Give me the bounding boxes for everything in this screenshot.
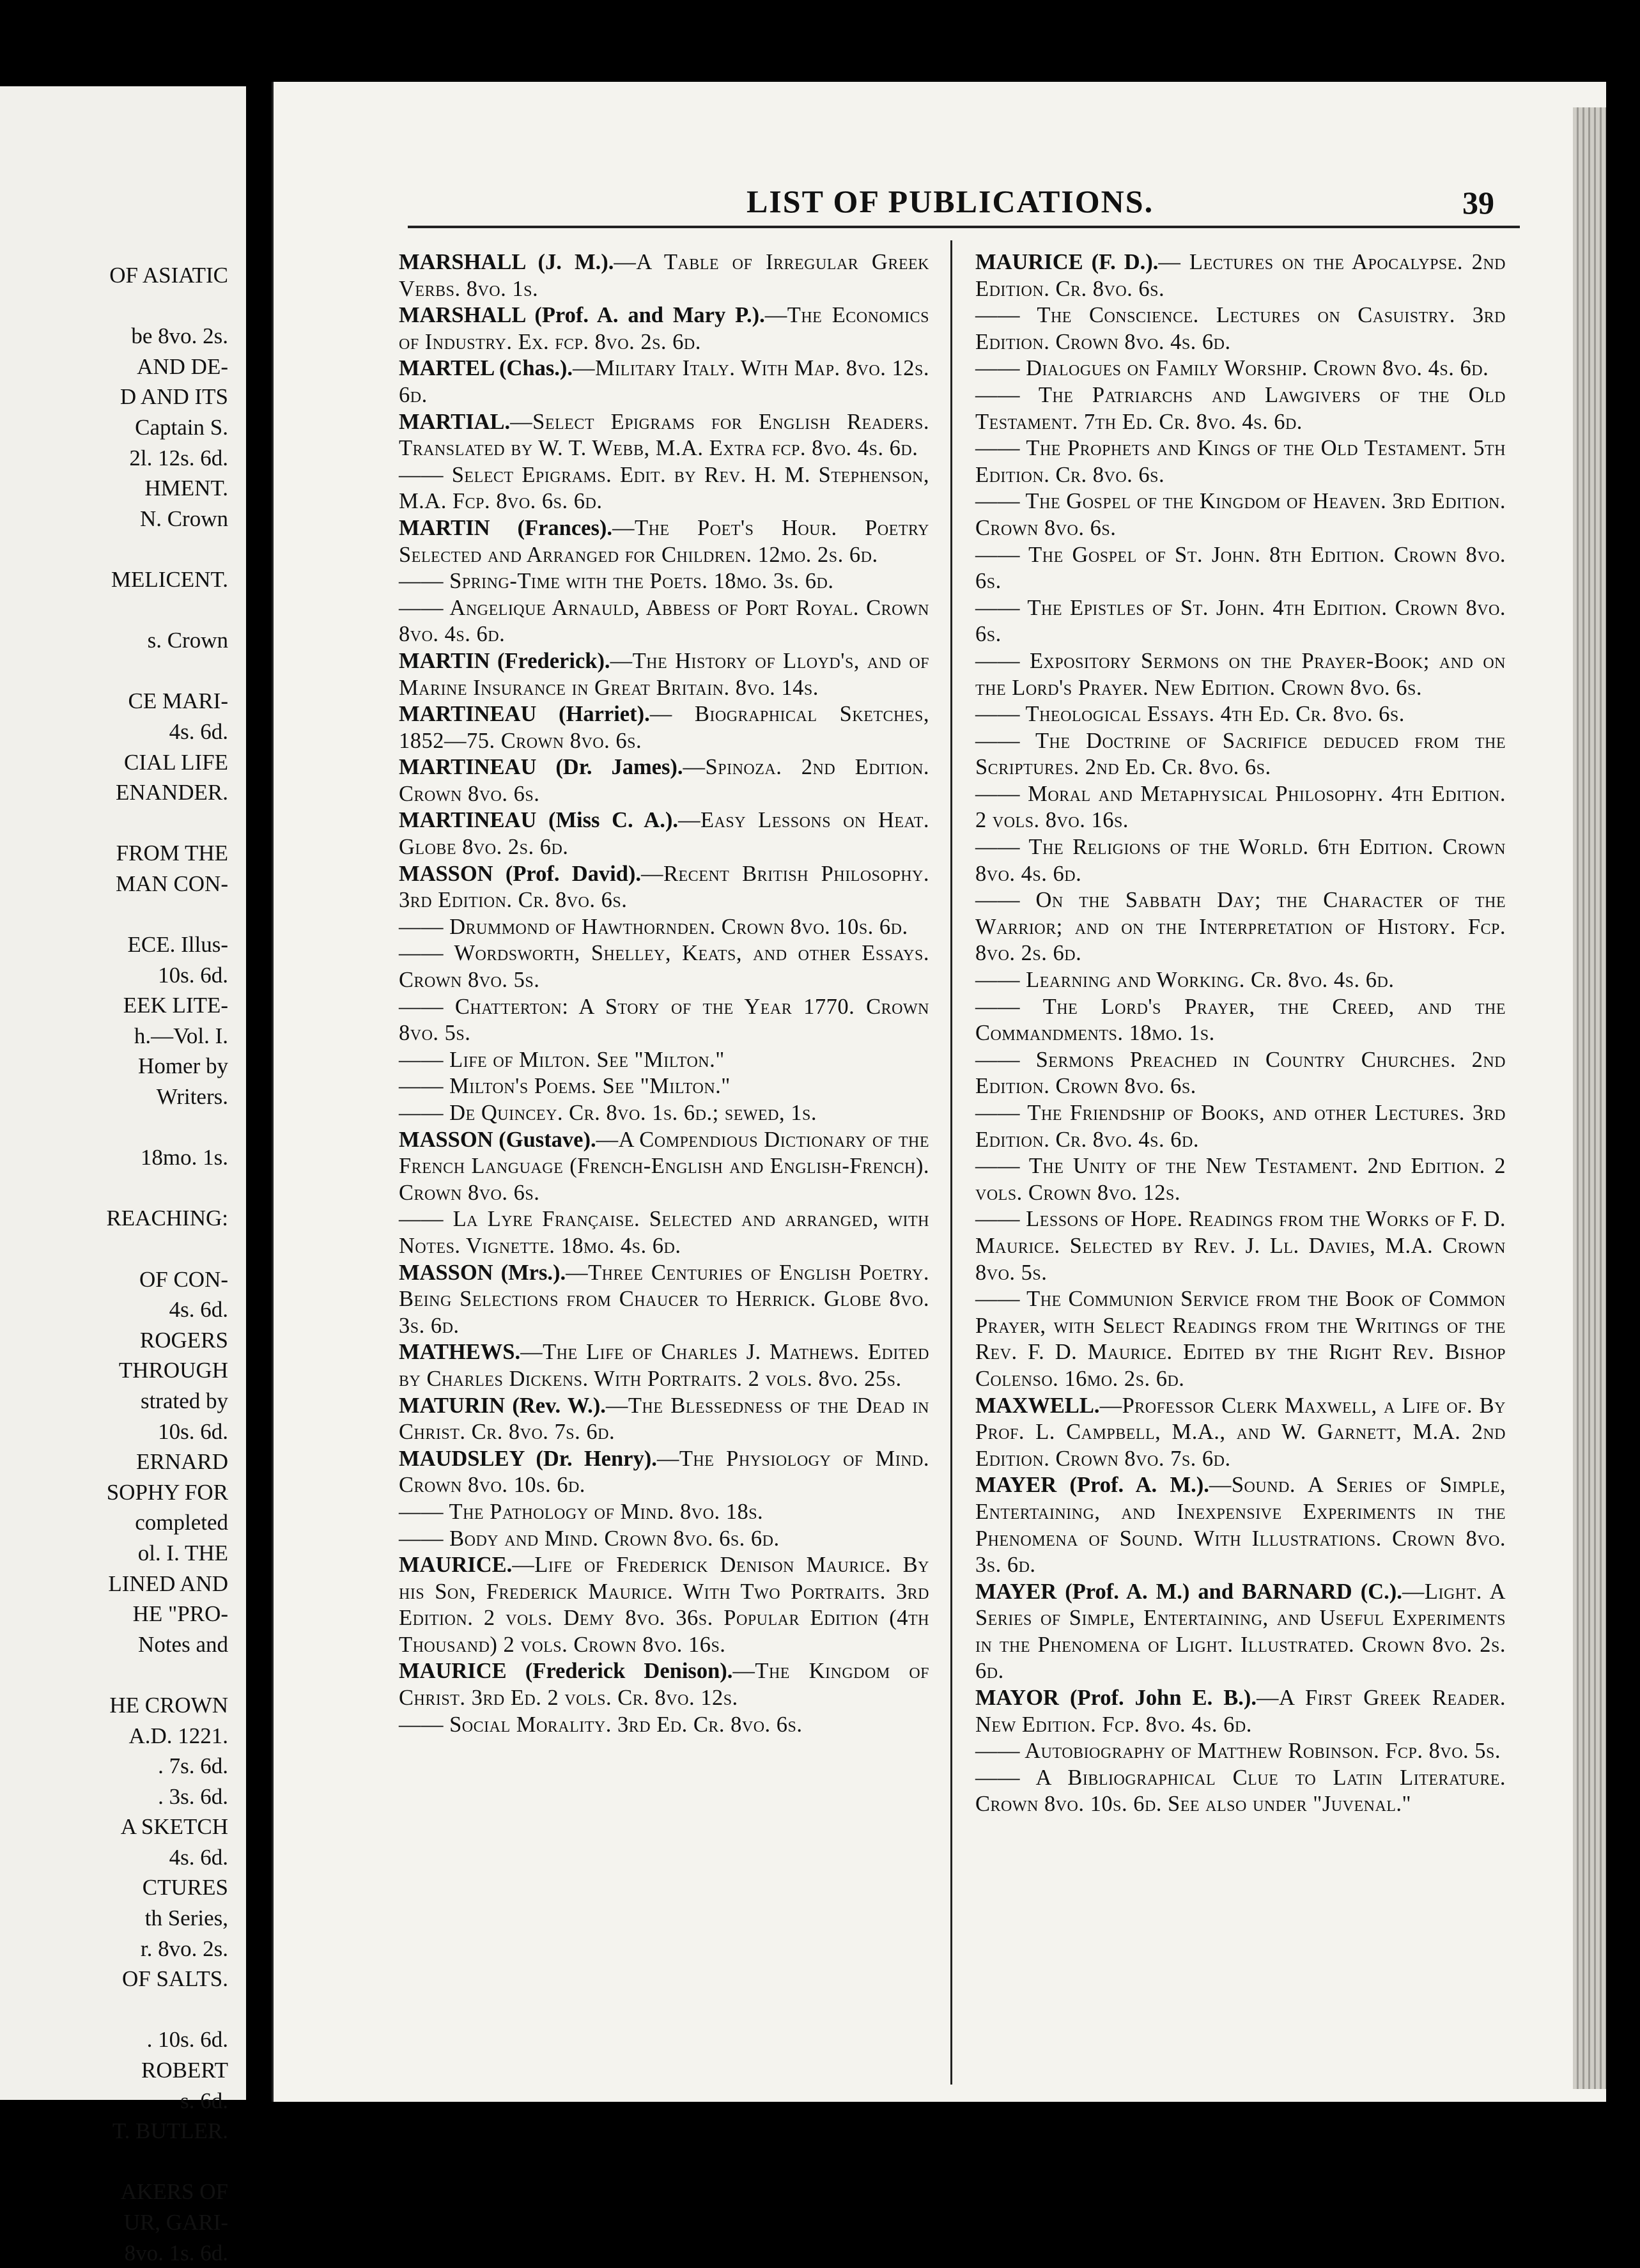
fragment-line	[106, 656, 228, 687]
catalogue-entry	[399, 1260, 929, 1340]
entry-author: MARSHALL (Prof. A. and Mary P.).	[399, 303, 765, 328]
fragment-line: MELICENT.	[111, 566, 228, 592]
catalogue-entry	[399, 302, 929, 355]
fragment-line: A.D. 1221.	[128, 1723, 228, 1748]
entry-title: —— Lessons of Hope. Readings from the Works of F. D. Maurice. Selected by Rev. J. Ll. Davies, M.A. Crown 8vo. 5s.	[975, 1207, 1506, 1285]
entry-title: —— The Prophets and Kings of the Old Testament. 5th Edition. Cr. 8vo. 6s.	[975, 436, 1506, 487]
fragment-line: OF CON-	[139, 1266, 228, 1292]
entry-title: —A First Greek Reader. New Edition. Fcp. 8vo. 4s. 6d.	[975, 1686, 1506, 1737]
fragment-line: h.—Vol. I.	[134, 1023, 228, 1048]
entry-title: —— Moral and Metaphysical Philosophy. 4th Edition. 2 vols. 8vo. 16s.	[975, 781, 1506, 833]
entry-author: MAURICE (F. D.).	[975, 250, 1159, 274]
catalogue-entry	[399, 1393, 929, 1446]
entry-author: MASSON (Mrs.).	[399, 1260, 566, 1285]
fragment-line: 10s. 6d.	[158, 962, 228, 988]
fragment-line: 8vo. 1s. 6d.	[124, 2240, 228, 2265]
fragment-line	[106, 2147, 228, 2177]
entry-title: —— Drummond of Hawthornden. Crown 8vo. 10s. 6d.	[399, 914, 908, 939]
entry-title: —— Body and Mind. Crown 8vo. 6s. 6d.	[399, 1526, 780, 1551]
entry-author: MAXWELL.	[975, 1393, 1100, 1418]
entry-title: —— Life of Milton. See "Milton."	[399, 1047, 725, 1072]
entry-author: MAYER (Prof. A. M.) and BARNARD (C.).	[975, 1579, 1402, 1604]
entry-title: —— The Epistles of St. John. 4th Edition. Crown 8vo. 6s.	[975, 595, 1506, 647]
fragment-line	[106, 291, 228, 322]
entry-title: —The History of Lloyd's, and of Marine Insurance in Great Britain. 8vo. 14s.	[399, 648, 929, 700]
catalogue-entry	[399, 1339, 929, 1392]
book-gutter	[246, 0, 272, 2184]
fragment-line: s. 6d.	[180, 2088, 228, 2113]
entry-title: —Life of Frederick Denison Maurice. By his Son, Frederick Maurice. With Two Portraits. 3rd Edition. 2 vols. Demy 8vo. 36s. Popular Edition (4th Thousand) 2 vols. Crown 8vo. 16s.	[399, 1553, 929, 1657]
fragment-line: ERNARD	[136, 1449, 228, 1475]
catalogue-entry	[399, 568, 929, 595]
entry-title: —— The Religions of the World. 6th Edition. Crown 8vo. 4s. 6d.	[975, 835, 1506, 886]
entry-title: —— De Quincey. Cr. 8vo. 1s. 6d.; sewed, 1s.	[399, 1101, 817, 1125]
fragment-line	[106, 1112, 228, 1143]
entry-title: —Select Epigrams for English Readers. Translated by W. T. Webb, M.A. Extra fcp. 8vo. 4s. 6d.	[399, 409, 929, 461]
entry-title: —— Select Epigrams. Edit. by Rev. H. M. Stephenson, M.A. Fcp. 8vo. 6s. 6d.	[399, 462, 929, 514]
column-divider	[950, 240, 952, 2085]
page-edge	[1573, 107, 1606, 2089]
catalogue-entry	[399, 1073, 929, 1100]
catalogue-entry	[399, 1712, 929, 1739]
catalogue-entry	[399, 1100, 929, 1127]
fragment-line: . 3s. 6d.	[158, 1783, 228, 1809]
fragment-line: Captain S.	[135, 414, 228, 440]
facing-page-text	[106, 260, 228, 2268]
entry-author: MARTIAL.	[399, 409, 511, 434]
catalogue-entry	[975, 542, 1506, 595]
entry-title: —The Physiology of Mind. Crown 8vo. 10s. 6d.	[399, 1446, 929, 1498]
entry-author: MATURIN (Rev. W.).	[399, 1393, 606, 1418]
fragment-line: SOPHY FOR	[106, 1479, 228, 1505]
entry-author: MAYER (Prof. A. M.).	[975, 1473, 1209, 1498]
catalogue-entry	[975, 728, 1506, 781]
entry-title: —Three Centuries of English Poetry. Being Selections from Chaucer to Herrick. Globe 8vo. 3s. 6d.	[399, 1260, 929, 1338]
entry-title: —The Economics of Industry. Ex. fcp. 8vo. 2s. 6d.	[399, 303, 929, 354]
fragment-line	[106, 899, 228, 929]
entry-title: —— Spring-Time with the Poets. 18mo. 3s. 6d.	[399, 569, 834, 594]
catalogue-entry	[399, 595, 929, 648]
catalogue-entry	[399, 355, 929, 408]
catalogue-entry	[399, 515, 929, 568]
entry-author: MARTEL (Chas.).	[399, 356, 573, 381]
fragment-line: OF SALTS.	[122, 1966, 228, 1992]
catalogue-entry	[399, 1552, 929, 1658]
catalogue-entry	[399, 1446, 929, 1499]
fragment-line: completed	[135, 1510, 228, 1535]
fragment-line: MAN CON-	[116, 871, 228, 896]
entry-title: —— The Conscience. Lectures on Casuistry. 3rd Edition. Crown 8vo. 4s. 6d.	[975, 303, 1506, 354]
right-column	[975, 249, 1506, 1818]
fragment-line: CTURES	[142, 1875, 228, 1900]
entry-title: —— Dialogues on Family Worship. Crown 8vo. 4s. 6d.	[975, 356, 1489, 381]
fragment-line: Notes and	[138, 1631, 228, 1657]
entry-title: —The Poet's Hour. Poetry Selected and Arranged for Children. 12mo. 2s. 6d.	[399, 515, 929, 567]
catalogue-entry	[399, 1047, 929, 1074]
catalogue-entry	[975, 1047, 1506, 1100]
fragment-line: REACHING:	[106, 1206, 228, 1231]
fragment-line: 10s. 6d.	[158, 1418, 228, 1444]
entry-title: —— Wordsworth, Shelley, Keats, and other Essays. Crown 8vo. 5s.	[399, 941, 929, 993]
fragment-line: CE MARI-	[128, 688, 228, 714]
entry-title: —— The Doctrine of Sacrifice deduced from the Scriptures. 2nd Ed. Cr. 8vo. 6s.	[975, 728, 1506, 780]
entry-title: —Easy Lessons on Heat. Globe 8vo. 2s. 6d.	[399, 808, 929, 860]
entry-title: —The Life of Charles J. Mathews. Edited by Charles Dickens. With Portraits. 2 vols. 8vo. 25s.	[399, 1340, 929, 1391]
fragment-line: THROUGH	[118, 1358, 228, 1383]
catalogue-entry	[975, 648, 1506, 701]
fragment-line	[106, 1994, 228, 2025]
running-title: LIST OF PUBLICATIONS.	[747, 183, 1154, 219]
entry-author: MAURICE.	[399, 1553, 513, 1578]
fragment-line: ROGERS	[139, 1327, 228, 1353]
catalogue-entry	[399, 994, 929, 1047]
fragment-line: D AND ITS	[120, 384, 228, 410]
fragment-line: HE CROWN	[109, 1692, 228, 1718]
catalogue-entry	[975, 1153, 1506, 1206]
fragment-line: 2l. 12s. 6d.	[129, 445, 228, 470]
entry-title: —— La Lyre Française. Selected and arranged, with Notes. Vignette. 18mo. 4s. 6d.	[399, 1207, 929, 1258]
catalogue-entry	[399, 940, 929, 993]
entry-title: —— Social Morality. 3rd Ed. Cr. 8vo. 6s.	[399, 1712, 803, 1737]
entry-author: MASSON (Gustave).	[399, 1127, 596, 1152]
entry-title: —— Angelique Arnauld, Abbess of Port Royal. Crown 8vo. 4s. 6d.	[399, 595, 929, 647]
catalogue-entry	[975, 781, 1506, 834]
entry-title: —— Sermons Preached in Country Churches. 2nd Edition. Crown 8vo. 6s.	[975, 1047, 1506, 1099]
fragment-line: 4s. 6d.	[169, 1297, 228, 1323]
entry-title: —— The Friendship of Books, and other Lectures. 3rd Edition. Cr. 8vo. 4s. 6d.	[975, 1101, 1506, 1152]
fragment-line: OF ASIATIC	[109, 263, 228, 288]
fragment-line: Writers.	[156, 1084, 228, 1110]
entry-author: MARTINEAU (Dr. James).	[399, 755, 683, 780]
fragment-line: be 8vo. 2s.	[131, 323, 228, 349]
entry-author: MARTIN (Frances).	[399, 515, 612, 540]
catalogue-entry	[399, 409, 929, 462]
entry-author: MARTINEAU (Harriet).	[399, 702, 650, 727]
entry-title: —The Blessedness of the Dead in Christ. Cr. 8vo. 7s. 6d.	[399, 1393, 929, 1445]
fragment-line: s. Crown	[147, 628, 228, 653]
entry-title: — Biographical Sketches, 1852—75. Crown 8vo. 6s.	[399, 702, 929, 753]
catalogue-entry	[975, 488, 1506, 541]
catalogue-entry	[975, 1100, 1506, 1153]
catalogue-entry	[399, 648, 929, 701]
fragment-line: strated by	[140, 1388, 228, 1413]
fragment-line: 18mo. 1s.	[140, 1145, 228, 1170]
entry-title: —— The Gospel of St. John. 8th Edition. Crown 8vo. 6s.	[975, 542, 1506, 594]
catalogue-entry	[975, 1685, 1506, 1738]
entry-author: MASSON (Prof. David).	[399, 861, 642, 886]
entry-title: —— The Lord's Prayer, the Creed, and the Commandments. 18mo. 1s.	[975, 994, 1506, 1046]
entry-author: MAYOR (Prof. John E. B.).	[975, 1686, 1257, 1711]
fragment-line	[106, 808, 228, 839]
catalogue-entry	[399, 1499, 929, 1526]
entry-title: —— The Patriarchs and Lawgivers of the Old Testament. 7th Ed. Cr. 8vo. 4s. 6d.	[975, 382, 1506, 434]
entry-title: —— Milton's Poems. See "Milton."	[399, 1074, 731, 1099]
fragment-line: LINED AND	[108, 1571, 228, 1596]
fragment-line: A SKETCH	[120, 1814, 228, 1840]
catalogue-entry	[975, 1765, 1506, 1818]
catalogue-entry	[399, 1658, 929, 1711]
entry-author: MATHEWS.	[399, 1340, 521, 1365]
catalogue-entry	[399, 807, 929, 860]
fragment-line: ENANDER.	[116, 780, 228, 805]
entry-author: MARSHALL (J. M.).	[399, 250, 614, 274]
catalogue-entry	[399, 249, 929, 302]
catalogue-entry	[975, 435, 1506, 488]
entry-title: —— A Bibliographical Clue to Latin Literature. Crown 8vo. 10s. 6d. See also under "Juvenal."	[975, 1765, 1506, 1817]
entry-title: —Light. A Series of Simple, Entertaining, and Useful Experiments in the Phenomena of Light. Illustrated. Crown 8vo. 2s. 6d.	[975, 1579, 1506, 1684]
fragment-line: 4s. 6d.	[169, 718, 228, 744]
entry-title: —Professor Clerk Maxwell, a Life of. By Prof. L. Campbell, M.A., and W. Garnett, M.A. 2nd Edition. Crown 8vo. 7s. 6d.	[975, 1393, 1506, 1471]
entry-title: —Recent British Philosophy. 3rd Edition. Cr. 8vo. 6s.	[399, 861, 929, 913]
catalogue-entry	[975, 1738, 1506, 1765]
entry-title: —— The Gospel of the Kingdom of Heaven. 3rd Edition. Crown 8vo. 6s.	[975, 489, 1506, 540]
catalogue-entry	[975, 382, 1506, 435]
catalogue-entry	[399, 861, 929, 914]
catalogue-entry	[975, 249, 1506, 302]
fragment-line: . 10s. 6d.	[146, 2027, 228, 2053]
catalogue-entry	[975, 1472, 1506, 1578]
catalogue-entry	[975, 1206, 1506, 1286]
catalogue-entry	[399, 462, 929, 515]
fragment-line	[106, 1234, 228, 1264]
catalogue-entry	[975, 701, 1506, 728]
fragment-line	[106, 1173, 228, 1204]
catalogue-entry	[975, 994, 1506, 1047]
fragment-line: UR, GARI-	[123, 2210, 228, 2235]
book-page	[272, 82, 1606, 2102]
catalogue-entry	[975, 355, 1506, 382]
catalogue-entry	[975, 1393, 1506, 1473]
header-rule	[408, 226, 1520, 228]
entry-title: —— The Unity of the New Testament. 2nd Edition. 2 vols. Crown 8vo. 12s.	[975, 1154, 1506, 1205]
fragment-line: ROBERT	[141, 2058, 228, 2083]
catalogue-entry	[975, 967, 1506, 994]
fragment-line: N. Crown	[139, 506, 228, 531]
fragment-line: HE "PRO-	[132, 1601, 228, 1627]
fragment-line: 4s. 6d.	[169, 1844, 228, 1870]
entry-title: —Spinoza. 2nd Edition. Crown 8vo. 6s.	[399, 755, 930, 806]
entry-author: MARTIN (Frederick).	[399, 648, 610, 673]
catalogue-entry	[399, 1526, 929, 1553]
entry-title: —The Kingdom of Christ. 3rd Ed. 2 vols. Cr. 8vo. 12s.	[399, 1659, 929, 1711]
entry-title: —Sound. A Series of Simple, Entertaining, and Inexpensive Experiments in the Phenomena of Sound. With Illustrations. Crown 8vo. 3s. 6d.	[975, 1473, 1506, 1578]
fragment-line: Homer by	[138, 1053, 228, 1079]
fragment-line: ECE. Illus-	[127, 932, 228, 958]
catalogue-entry	[975, 887, 1506, 967]
entry-title: —A Compendious Dictionary of the French Language (French-English and English-French). Crown 8vo. 6s.	[399, 1127, 929, 1205]
entry-author: MARTINEAU (Miss C. A.).	[399, 808, 678, 833]
entry-title: —— Learning and Working. Cr. 8vo. 4s. 6d.	[975, 968, 1395, 993]
fragment-line: th Series,	[144, 1906, 228, 1931]
entry-title: —— The Communion Service from the Book of Common Prayer, with Select Readings from the Writings of the Rev. F. D. Maurice. Edited by the Right Rev. Bishop Colenso. 16mo. 2s. 6d.	[975, 1287, 1506, 1391]
catalogue-entry	[975, 1579, 1506, 1685]
fragment-line: ol. I. THE	[137, 1540, 228, 1565]
fragment-line	[106, 595, 228, 626]
fragment-line: EEK LITE-	[123, 993, 228, 1018]
fragment-line: r. 8vo. 2s.	[140, 1936, 228, 1961]
catalogue-entry	[399, 1127, 929, 1207]
entry-author: MAUDSLEY (Dr. Henry).	[399, 1446, 657, 1471]
fragment-line	[106, 1659, 228, 1690]
entry-title: —— Theological Essays. 4th Ed. Cr. 8vo. 6s.	[975, 702, 1405, 727]
fragment-line: HMENT.	[144, 476, 228, 501]
facing-page-fragment	[0, 86, 246, 2265]
entry-title: —A Table of Irregular Greek Verbs. 8vo. 1s.	[399, 250, 929, 301]
catalogue-entry	[975, 834, 1506, 887]
entry-title: —— Autobiography of Matthew Robinson. Fcp. 8vo. 5s.	[975, 1739, 1501, 1764]
fragment-line: FROM THE	[116, 841, 228, 866]
catalogue-entry	[975, 1286, 1506, 1392]
fragment-line	[106, 534, 228, 564]
entry-title: —Military Italy. With Map. 8vo. 12s. 6d.	[399, 356, 929, 407]
catalogue-entry	[399, 1206, 929, 1259]
entry-title: —— Expository Sermons on the Prayer-Book; and on the Lord's Prayer. New Edition. Crown 8vo. 6s.	[975, 648, 1506, 700]
entry-title: — Lectures on the Apocalypse. 2nd Edition. Cr. 8vo. 6s.	[975, 250, 1506, 301]
fragment-line: AND DE-	[137, 353, 228, 379]
catalogue-entry	[975, 302, 1506, 355]
entry-title: —— The Pathology of Mind. 8vo. 18s.	[399, 1499, 764, 1524]
entry-author: MAURICE (Frederick Denison).	[399, 1659, 733, 1684]
catalogue-entry	[399, 754, 929, 807]
fragment-line: T. BUTLER.	[112, 2118, 228, 2144]
left-column	[399, 249, 929, 1738]
fragment-line: AKERS OF	[120, 2179, 228, 2205]
catalogue-entry	[975, 595, 1506, 648]
entry-title: —— Chatterton: A Story of the Year 1770. Crown 8vo. 5s.	[399, 994, 929, 1046]
catalogue-entry	[399, 914, 929, 941]
entry-title: —— On the Sabbath Day; the Character of the Warrior; and on the Interpretation of History. Fcp. 8vo. 2s. 6d.	[975, 888, 1506, 966]
fragment-line: CIAL LIFE	[124, 749, 228, 775]
catalogue-entry	[399, 701, 929, 754]
page-number: 39	[1462, 185, 1494, 221]
fragment-line: . 7s. 6d.	[158, 1753, 228, 1779]
